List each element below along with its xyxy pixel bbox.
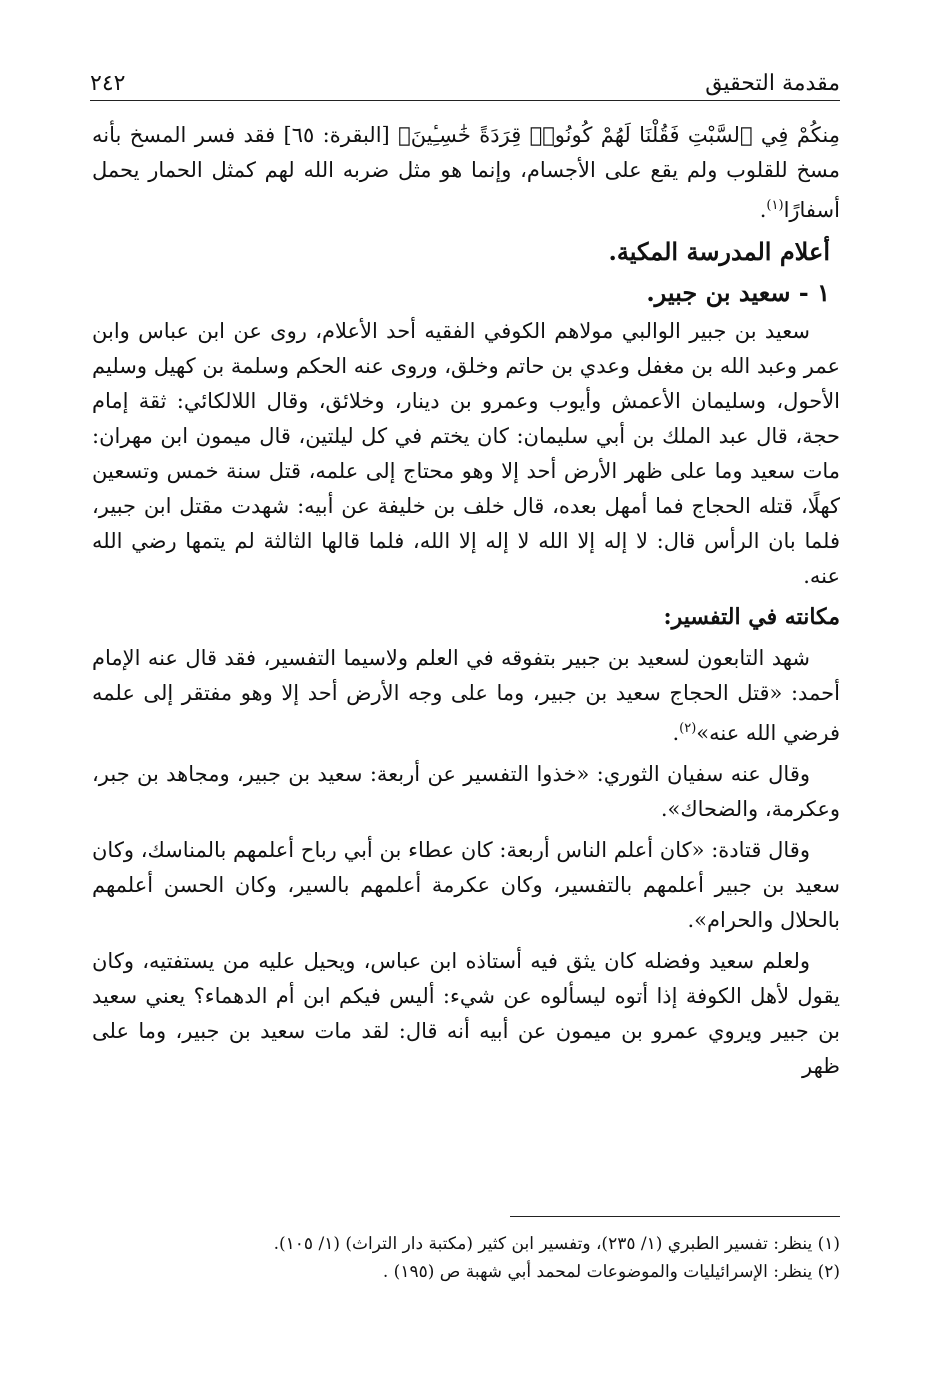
running-header — [90, 56, 840, 101]
footnotes — [92, 1230, 840, 1286]
footnote-separator — [510, 1216, 840, 1217]
footnote-2: (٢) ينظر: الإسرائيليات والموضوعات لمحمد أبي شهبة ص (١٩٥) . — [382, 1262, 840, 1282]
main-text — [92, 118, 840, 1090]
paragraph-text: شهد التابعون لسعيد بن جبير بتفوقه في العلم ولاسيما التفسير، فقد قال عنه الإمام أحمد: «قتل الحجاج سعيد بن جبير، وما على وجه الأرض أحد إلا وهو مفتقر إلى علمه فرضي الله عنه» — [92, 646, 840, 745]
paragraph-text: مِنكُمْ فِي ٱلسَّبْتِ فَقُلْنَا لَهُمْ كُونُوا۟ قِرَدَةً خَٰسِـِٔينَ﴾ [البقرة: ٦٥] فقد فسر المسخ بأنه مسخ للقلوب ولم يقع على الأجسام، وإنما هو مثل ضربه الله لهم كمثل الحمار يحمل أسفارًا — [92, 123, 840, 222]
paragraph-ibn-abbas: ولعلم سعيد وفضله كان يثق فيه أستاذه ابن عباس، ويحيل عليه من يستفتيه، وكان يقول لأهل الكوفة إذا أتوه ليسألوه عن شيء: أليس فيكم ابن أم الدهماء؟ يعني سعيد بن جبير ويروي عمرو بن ميمون عن أبيه أنه قال: لقد مات سعيد بن جبير، وما على ظهر — [92, 949, 840, 1078]
paragraph-quran-continuation — [92, 118, 840, 228]
footnote-ref: (٢) — [679, 721, 697, 736]
person-heading: ١ - سعيد بن جبير. — [646, 278, 830, 307]
footnote-ref: (١) — [766, 198, 784, 213]
running-title: مقدمة التحقيق — [705, 71, 840, 96]
paragraph-biography: سعيد بن جبير الوالبي مولاهم الكوفي الفقيه أحد الأعلام، روى عن ابن عباس وابن عمر وعبد الله بن مغفل وعدي بن حاتم وخلق، وروى عنه الحكم وسلمة بن كهيل وسليم الأحول، وسليمان الأعمش وأيوب وعمرو بن دينار، وخلائق، وقال اللالكائي: ثقة إمام حجة، قال عبد الملك بن أبي سليمان: كان يختم في كل ليلتين، قال ميمون ابن مهران: مات سعيد وما على ظهر الأرض أحد إلا وهو محتاج إلى علمه، قتل سنة خمس وتسعين كهلًا، قتله الحجاج فما أمهل بعده، قال خلف بن خليفة عن أبيه: شهدت مقتل ابن جبير، فلما بان الرأس قال: لا إله إلا الله لا إله إلا الله، فلما قالها الثالثة لم يتمها رضي الله عنه. — [92, 319, 841, 588]
page-number: ٢٤٢ — [90, 71, 126, 96]
paragraph-end: . — [672, 721, 680, 745]
paragraph-tabiun — [92, 641, 840, 751]
paragraph-qatada: وقال قتادة: «كان أعلم الناس أربعة: كان عطاء بن أبي رباح أعلمهم بالمناسك، وكان سعيد بن جبير أعلمهم بالتفسير، وكان عكرمة أعلمهم بالسير، وكان الحسن أعلمهم بالحلال والحرام». — [92, 838, 840, 932]
footnote-1: (١) ينظر: تفسير الطبري (١/ ٢٣٥)، وتفسير ابن كثير (مكتبة دار التراث) (١/ ١٠٥). — [273, 1234, 840, 1254]
subsection-heading: مكانته في التفسير: — [663, 604, 840, 630]
paragraph-sufyan: وقال عنه سفيان الثوري: «خذوا التفسير عن أربعة: سعيد بن جبير، ومجاهد بن جبر، وعكرمة، والضحاك». — [92, 762, 840, 821]
paragraph-end: . — [759, 198, 767, 222]
section-heading: أعلام المدرسة المكية. — [608, 237, 830, 266]
